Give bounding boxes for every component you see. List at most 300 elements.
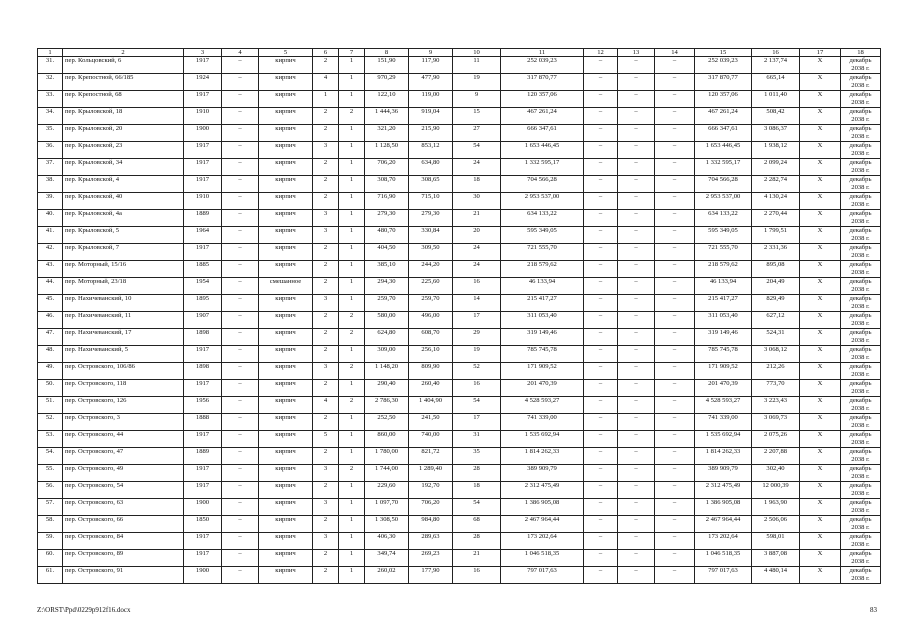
table-cell: 2 [313, 57, 339, 74]
table-cell: кирпич [259, 533, 313, 550]
table-cell: – [618, 142, 655, 159]
address-cell: пер. Моторный, 15/16 [63, 261, 184, 278]
table-cell: кирпич [259, 431, 313, 448]
table-cell: кирпич [259, 142, 313, 159]
table-cell: 1 046 518,35 [501, 550, 584, 567]
table-cell: декабрь 2038 г. [841, 397, 881, 414]
table-cell: 1 [339, 278, 365, 295]
table-cell: 797 017,63 [695, 567, 752, 584]
table-cell: 2 [313, 482, 339, 499]
table-row [38, 312, 881, 329]
table-cell: 171 909,52 [501, 363, 584, 380]
table-cell: декабрь 2038 г. [841, 380, 881, 397]
table-cell: 785 745,78 [501, 346, 584, 363]
table-cell: 2 953 537,00 [695, 193, 752, 210]
table-cell: 24 [453, 244, 501, 261]
table-cell: 1 938,12 [752, 142, 800, 159]
table-cell: 2 [313, 159, 339, 176]
table-cell: Х [800, 431, 841, 448]
table-cell: 821,72 [409, 448, 453, 465]
table-cell: – [618, 363, 655, 380]
table-cell: кирпич [259, 567, 313, 584]
table-cell: Х [800, 465, 841, 482]
table-cell: 45. [38, 295, 63, 312]
table-cell: 37. [38, 159, 63, 176]
column-number: 5 [259, 49, 313, 57]
table-cell: 2 [313, 125, 339, 142]
table-cell: 721 555,70 [501, 244, 584, 261]
document-path: Z:\ORST\Ppd\0229p912f16.docx [37, 606, 131, 614]
table-cell: 2 [339, 312, 365, 329]
table-cell: 385,10 [365, 261, 409, 278]
table-cell: 4 [313, 397, 339, 414]
table-cell: кирпич [259, 346, 313, 363]
table-cell: 1898 [184, 363, 222, 380]
table-cell: – [222, 227, 259, 244]
table-cell: – [655, 397, 695, 414]
table-cell: 54 [453, 142, 501, 159]
table-cell: – [584, 312, 618, 329]
column-number: 14 [655, 49, 695, 57]
table-cell: 120 357,06 [695, 91, 752, 108]
table-cell: 252,50 [365, 414, 409, 431]
table-cell: – [618, 533, 655, 550]
table-cell: 624,80 [365, 329, 409, 346]
address-cell: пер. Крыловской, 34 [63, 159, 184, 176]
table-cell: кирпич [259, 176, 313, 193]
table-cell: кирпич [259, 159, 313, 176]
table-row [38, 295, 881, 312]
table-cell: – [222, 193, 259, 210]
table-cell: 634 133,22 [501, 210, 584, 227]
table-cell: 54 [453, 499, 501, 516]
table-cell: 1 535 692,94 [501, 431, 584, 448]
table-cell: 201 470,39 [501, 380, 584, 397]
table-cell: – [222, 159, 259, 176]
table-cell: 2 [339, 108, 365, 125]
table-cell: декабрь 2038 г. [841, 210, 881, 227]
table-cell: Х [800, 329, 841, 346]
table-cell: 32. [38, 74, 63, 91]
table-cell: 212,26 [752, 363, 800, 380]
table-cell: 1 [339, 125, 365, 142]
table-cell: – [655, 91, 695, 108]
table-cell: декабрь 2038 г. [841, 329, 881, 346]
table-cell: – [584, 414, 618, 431]
table-cell: – [655, 227, 695, 244]
table-cell: 1885 [184, 261, 222, 278]
table-cell: Х [800, 244, 841, 261]
table-cell: 1 011,40 [752, 91, 800, 108]
table-cell: – [584, 329, 618, 346]
table-cell: кирпич [259, 465, 313, 482]
table-cell: декабрь 2038 г. [841, 142, 881, 159]
table-cell: 1889 [184, 210, 222, 227]
table-cell: Х [800, 346, 841, 363]
table-cell: кирпич [259, 244, 313, 261]
table-cell: декабрь 2038 г. [841, 108, 881, 125]
table-cell: 56. [38, 482, 63, 499]
table-cell: 1 [339, 91, 365, 108]
table-cell: – [655, 380, 695, 397]
table-cell: 3 [313, 295, 339, 312]
table-cell: 2 [339, 329, 365, 346]
table-cell: 1888 [184, 414, 222, 431]
table-cell: 1917 [184, 465, 222, 482]
table-cell: 1956 [184, 397, 222, 414]
table-cell: 4 528 593,27 [695, 397, 752, 414]
table-row [38, 108, 881, 125]
table-cell: 311 053,40 [501, 312, 584, 329]
table-row [38, 176, 881, 193]
table-row [38, 74, 881, 91]
table-cell: 14 [453, 295, 501, 312]
address-cell: пер. Крыловской, 7 [63, 244, 184, 261]
table-cell: 1 [339, 210, 365, 227]
table-cell: декабрь 2038 г. [841, 448, 881, 465]
table-row [38, 516, 881, 533]
table-cell: 173 202,64 [501, 533, 584, 550]
table-row [38, 533, 881, 550]
table-cell: Х [800, 159, 841, 176]
table-cell: Х [800, 533, 841, 550]
table-cell: – [584, 159, 618, 176]
table-cell: 11 [453, 57, 501, 74]
table-cell: Х [800, 227, 841, 244]
table-cell: 40. [38, 210, 63, 227]
table-cell: 1 128,50 [365, 142, 409, 159]
table-cell: декабрь 2038 г. [841, 414, 881, 431]
table-cell: – [584, 193, 618, 210]
table-cell: 970,29 [365, 74, 409, 91]
table-cell: 1 814 262,33 [695, 448, 752, 465]
table-cell: – [655, 57, 695, 74]
table-cell: – [584, 278, 618, 295]
table-cell: – [655, 244, 695, 261]
table-cell: смешанное [259, 278, 313, 295]
table-cell: 120 357,06 [501, 91, 584, 108]
table-cell: – [655, 278, 695, 295]
table-cell: кирпич [259, 57, 313, 74]
table-cell: 2 [339, 465, 365, 482]
table-cell: 16 [453, 567, 501, 584]
table-cell: кирпич [259, 499, 313, 516]
table-cell: – [618, 550, 655, 567]
table-cell: 218 579,62 [501, 261, 584, 278]
table-cell: 740,00 [409, 431, 453, 448]
table-cell: 5 [313, 431, 339, 448]
table-cell: 809,90 [409, 363, 453, 380]
table-cell: кирпич [259, 210, 313, 227]
table-cell: 404,50 [365, 244, 409, 261]
table-cell: кирпич [259, 312, 313, 329]
table-cell: – [584, 176, 618, 193]
table-cell: – [584, 125, 618, 142]
table-cell: – [655, 482, 695, 499]
table-cell: 1889 [184, 448, 222, 465]
address-cell: пер. Островского, 89 [63, 550, 184, 567]
table-cell: 1917 [184, 482, 222, 499]
table-cell: 3 223,43 [752, 397, 800, 414]
column-number: 3 [184, 49, 222, 57]
table-cell: 309,00 [365, 346, 409, 363]
table-cell: 634 133,22 [695, 210, 752, 227]
table-cell: 18 [453, 482, 501, 499]
table-cell: 2 [339, 363, 365, 380]
table-cell: Х [800, 380, 841, 397]
table-cell: 2 506,06 [752, 516, 800, 533]
table-cell: Х [800, 312, 841, 329]
table-cell: – [655, 448, 695, 465]
table-cell: декабрь 2038 г. [841, 516, 881, 533]
table-cell: 580,00 [365, 312, 409, 329]
table-cell: декабрь 2038 г. [841, 550, 881, 567]
table-cell: – [655, 346, 695, 363]
table-cell: декабрь 2038 г. [841, 176, 881, 193]
table-cell: 2 [313, 448, 339, 465]
table-cell: – [222, 414, 259, 431]
table-row [38, 125, 881, 142]
table-cell: декабрь 2038 г. [841, 431, 881, 448]
table-cell: Х [800, 295, 841, 312]
table-cell: 28 [453, 533, 501, 550]
table-cell: 627,12 [752, 312, 800, 329]
table-cell: – [222, 363, 259, 380]
table-cell: 3 069,73 [752, 414, 800, 431]
table-cell: – [655, 125, 695, 142]
table-cell: – [618, 465, 655, 482]
table-cell: декабрь 2038 г. [841, 295, 881, 312]
table-cell: 829,49 [752, 295, 800, 312]
table-cell: 48. [38, 346, 63, 363]
table-cell: – [584, 465, 618, 482]
table-cell: декабрь 2038 г. [841, 567, 881, 584]
table-cell: – [222, 397, 259, 414]
table-cell: 2 312 475,49 [695, 482, 752, 499]
table-cell: – [618, 448, 655, 465]
table-cell: – [655, 74, 695, 91]
table-cell: 1 404,90 [409, 397, 453, 414]
table-cell: 1 535 692,94 [695, 431, 752, 448]
table-cell: 1 308,50 [365, 516, 409, 533]
table-cell: 244,20 [409, 261, 453, 278]
table-cell: – [655, 176, 695, 193]
table-cell: – [222, 210, 259, 227]
table-cell: 1 [339, 295, 365, 312]
address-cell: пер. Крыловской, 4 [63, 176, 184, 193]
table-cell: – [222, 125, 259, 142]
table-cell: – [655, 414, 695, 431]
table-cell: 1 386 905,08 [695, 499, 752, 516]
table-cell: 215 417,27 [501, 295, 584, 312]
table-cell: 785 745,78 [695, 346, 752, 363]
column-number: 13 [618, 49, 655, 57]
address-cell: пер. Крыловской, 40 [63, 193, 184, 210]
table-cell: 50. [38, 380, 63, 397]
table-cell: – [584, 363, 618, 380]
table-cell: 1 [339, 74, 365, 91]
table-cell: 3 [313, 499, 339, 516]
table-cell: – [618, 108, 655, 125]
table-cell: 57. [38, 499, 63, 516]
table-cell: – [618, 397, 655, 414]
table-cell: 2 [313, 329, 339, 346]
table-cell: 1 [339, 142, 365, 159]
table-cell: 2 [313, 278, 339, 295]
table-cell: 119,00 [409, 91, 453, 108]
table-cell: 595 349,05 [695, 227, 752, 244]
table-cell: декабрь 2038 г. [841, 57, 881, 74]
table-cell: 1917 [184, 431, 222, 448]
table-cell: – [618, 414, 655, 431]
table-cell: 24 [453, 159, 501, 176]
table-cell: Х [800, 499, 841, 516]
table-cell: 1900 [184, 125, 222, 142]
table-cell: 1 [339, 261, 365, 278]
table-cell: 1 [339, 567, 365, 584]
table-cell: декабрь 2038 г. [841, 482, 881, 499]
table-cell: – [584, 567, 618, 584]
table-cell: 117,90 [409, 57, 453, 74]
address-cell: пер. Нахичеванский, 5 [63, 346, 184, 363]
column-number: 16 [752, 49, 800, 57]
table-cell: – [584, 533, 618, 550]
table-cell: 2 137,74 [752, 57, 800, 74]
table-cell: – [618, 346, 655, 363]
address-cell: пер. Островского, 91 [63, 567, 184, 584]
table-cell: 294,30 [365, 278, 409, 295]
table-cell: 47. [38, 329, 63, 346]
table-cell: – [584, 516, 618, 533]
register-table [37, 48, 881, 584]
table-row [38, 414, 881, 431]
table-cell: 2 331,36 [752, 244, 800, 261]
table-cell: – [618, 431, 655, 448]
table-cell: 3 068,12 [752, 346, 800, 363]
table-row [38, 91, 881, 108]
address-cell: пер. Нахичеванский, 17 [63, 329, 184, 346]
table-cell: декабрь 2038 г. [841, 244, 881, 261]
column-number: 10 [453, 49, 501, 57]
table-cell: Х [800, 414, 841, 431]
table-cell: 290,40 [365, 380, 409, 397]
table-cell: 1900 [184, 567, 222, 584]
table-cell: 38. [38, 176, 63, 193]
table-cell: 2 [313, 312, 339, 329]
table-cell: кирпич [259, 227, 313, 244]
table-cell: 17 [453, 414, 501, 431]
table-cell: 2 467 964,44 [501, 516, 584, 533]
table-cell: – [618, 125, 655, 142]
table-cell: – [222, 482, 259, 499]
table-cell: 1 289,40 [409, 465, 453, 482]
table-cell: 895,08 [752, 261, 800, 278]
table-cell: Х [800, 142, 841, 159]
table-cell: – [222, 380, 259, 397]
table-cell: 61. [38, 567, 63, 584]
table-row [38, 482, 881, 499]
column-number: 6 [313, 49, 339, 57]
column-number: 7 [339, 49, 365, 57]
table-cell: декабрь 2038 г. [841, 227, 881, 244]
table-row [38, 227, 881, 244]
table-cell: декабрь 2038 г. [841, 533, 881, 550]
table-cell: 1 653 446,45 [695, 142, 752, 159]
table-cell: – [222, 108, 259, 125]
table-row [38, 465, 881, 482]
table-cell: 477,90 [409, 74, 453, 91]
table-cell: 666 347,61 [695, 125, 752, 142]
table-cell: 467 261,24 [695, 108, 752, 125]
table-cell: 308,70 [365, 176, 409, 193]
table-cell: 2 312 475,49 [501, 482, 584, 499]
table-cell: 256,10 [409, 346, 453, 363]
table-cell: 595 349,05 [501, 227, 584, 244]
table-cell: 31 [453, 431, 501, 448]
table-cell: 319 149,46 [695, 329, 752, 346]
column-number: 1 [38, 49, 63, 57]
table-cell: 2 [313, 108, 339, 125]
table-cell: 1 [339, 159, 365, 176]
table-cell: 42. [38, 244, 63, 261]
column-number: 4 [222, 49, 259, 57]
table-cell: – [584, 431, 618, 448]
table-cell: – [222, 516, 259, 533]
table-cell: 1917 [184, 142, 222, 159]
table-cell: 218 579,62 [695, 261, 752, 278]
table-cell: 666 347,61 [501, 125, 584, 142]
table-cell: 1 [339, 346, 365, 363]
table-cell: декабрь 2038 г. [841, 91, 881, 108]
table-cell: 773,70 [752, 380, 800, 397]
table-cell: 15 [453, 108, 501, 125]
column-number: 12 [584, 49, 618, 57]
table-cell: Х [800, 516, 841, 533]
table-cell: 30 [453, 193, 501, 210]
table-cell: – [618, 227, 655, 244]
table-cell: – [655, 329, 695, 346]
table-cell: 741 339,00 [695, 414, 752, 431]
table-cell: 252 039,23 [695, 57, 752, 74]
table-cell: 3 [313, 210, 339, 227]
address-cell: пер. Крепостной, 66/185 [63, 74, 184, 91]
column-number: 2 [63, 49, 184, 57]
address-cell: пер. Крыловской, 5 [63, 227, 184, 244]
table-cell: 54. [38, 448, 63, 465]
table-cell: 16 [453, 380, 501, 397]
table-cell: 29 [453, 329, 501, 346]
table-cell: 177,90 [409, 567, 453, 584]
table-cell: 46. [38, 312, 63, 329]
table-cell: 1900 [184, 499, 222, 516]
table-cell: Х [800, 210, 841, 227]
table-cell: 317 870,77 [501, 74, 584, 91]
table-row [38, 329, 881, 346]
table-cell: 2 [313, 516, 339, 533]
table-cell: кирпич [259, 516, 313, 533]
table-cell: 192,70 [409, 482, 453, 499]
table-cell: 496,00 [409, 312, 453, 329]
table-cell: 1 [313, 91, 339, 108]
table-cell: 28 [453, 465, 501, 482]
table-cell: 706,20 [409, 499, 453, 516]
table-row [38, 567, 881, 584]
table-cell: 49. [38, 363, 63, 380]
table-cell: – [618, 176, 655, 193]
table-cell: – [222, 261, 259, 278]
table-cell: – [655, 550, 695, 567]
address-cell: пер. Островского, 106/86 [63, 363, 184, 380]
